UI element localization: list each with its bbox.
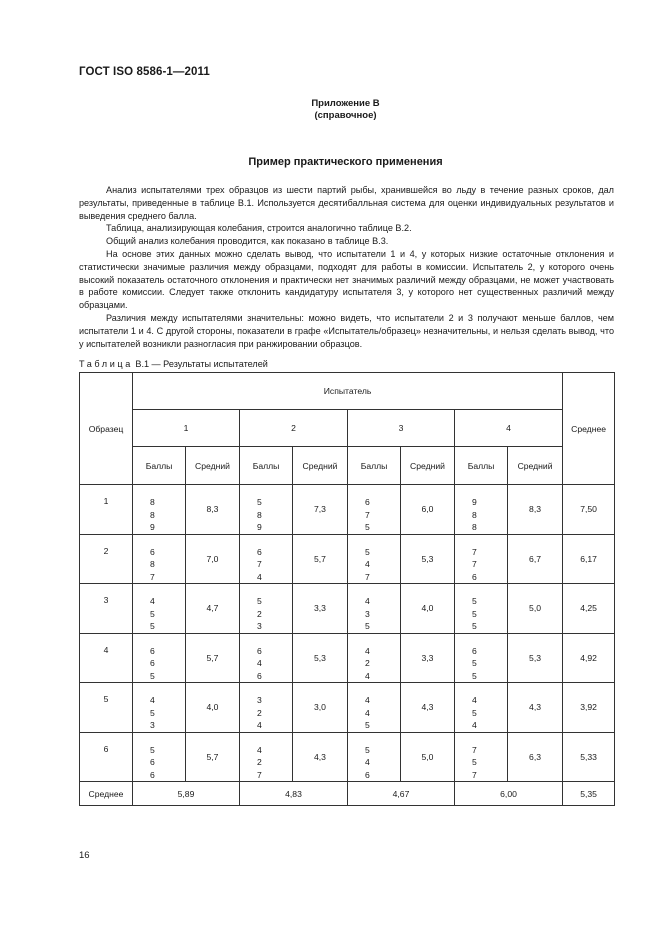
subheader-mean: Средний [293, 447, 348, 485]
score-value: 4 [257, 744, 262, 755]
score-value: 2 [257, 757, 262, 767]
score-value: 5 [472, 757, 477, 767]
scores-cell [133, 584, 186, 634]
tester-mean-cell: 4,0 [186, 683, 240, 733]
subheader-scores: Баллы [240, 447, 293, 485]
score-value: 6 [365, 497, 370, 507]
score-value: 5 [150, 744, 155, 755]
table-row [80, 683, 615, 733]
table-caption [79, 359, 268, 369]
tester-mean-cell: 5,7 [293, 534, 348, 584]
score-value: 3 [150, 720, 155, 730]
subheader-scores: Баллы [348, 447, 401, 485]
score-value: 7 [472, 744, 477, 755]
document-header: ГОСТ ISO 8586-1—2011 [79, 66, 210, 78]
score-value: 5 [365, 546, 370, 557]
table-caption-prefix: Таблица [79, 359, 133, 369]
tester-mean-cell: 5,0 [401, 732, 455, 782]
sample-mean-cell: 4,92 [563, 633, 615, 683]
paragraph: Таблица, анализирующая колебания, строится аналогично таблице В.2. [106, 223, 412, 234]
tester-mean-cell: 4,3 [293, 732, 348, 782]
scores-cell [455, 683, 508, 733]
score-value: 7 [472, 769, 477, 780]
score-value: 8 [472, 522, 477, 532]
scores-cell [240, 534, 293, 584]
score-value: 5 [150, 707, 155, 718]
tester-mean-cell: 6,0 [401, 485, 455, 535]
score-value: 6 [257, 670, 262, 681]
footer-tester-mean: 4,83 [240, 782, 348, 806]
footer-tester-mean: 5,89 [133, 782, 240, 806]
subheader-scores: Баллы [455, 447, 508, 485]
score-value: 4 [365, 645, 370, 656]
score-value: 8 [150, 509, 155, 520]
page-number: 16 [79, 850, 90, 861]
scores-cell [240, 732, 293, 782]
score-value: 7 [257, 769, 262, 780]
paragraph: Различия между испытателями значительны: можно видеть, что испытатели 2 и 3 получают меньше баллов, чем испытатели 1 и 4. С другой стороны, показатели в графе «Испытатель/образец» незначительны, и нельзя сделать вывод, что у испытателей возникли разногласия при ранжировании образцов. [79, 312, 614, 349]
tester-mean-cell: 7,0 [186, 534, 240, 584]
score-value: 5 [472, 707, 477, 718]
score-value: 7 [150, 571, 155, 582]
header-sample: Образец [80, 373, 133, 485]
footer-tester-mean: 4,67 [348, 782, 455, 806]
scores-cell [455, 534, 508, 584]
score-value: 7 [472, 559, 477, 569]
sample-id-cell: 5 [80, 683, 133, 733]
score-value: 2 [257, 608, 262, 619]
scores-cell [348, 534, 401, 584]
header-tester-4: 4 [455, 410, 563, 447]
score-value: 5 [365, 522, 370, 532]
table-caption-text: В.1 — Результаты испытателей [132, 359, 268, 369]
sample-id-cell: 4 [80, 633, 133, 683]
scores-cell [455, 732, 508, 782]
tester-mean-cell: 5,3 [508, 633, 563, 683]
table-footer-row [80, 782, 615, 806]
score-value: 6 [150, 546, 155, 557]
score-value: 8 [150, 497, 155, 507]
sample-mean-cell: 6,17 [563, 534, 615, 584]
subheader-mean: Средний [401, 447, 455, 485]
scores-cell [133, 732, 186, 782]
tester-mean-cell: 5,3 [401, 534, 455, 584]
sample-id-cell: 6 [80, 732, 133, 782]
paragraph: На основе этих данных можно сделать вывод, что испытатели 1 и 4, у которых низкие остаточные отклонения и статистически значимые различия между образцами, подходят для работы в комиссии. Испытатель 2, у которого очень высокий показатель остаточного отклонения и практически нет значимых различий между образцами, не может участвовать в работе комиссии. Следует также отклонить кандидатуру испытателя 3, у которого нет существенных различий между образцами. [79, 248, 614, 311]
table-row [80, 633, 615, 683]
score-value: 4 [257, 571, 262, 582]
score-value: 5 [472, 608, 477, 619]
scores-cell [133, 534, 186, 584]
score-value: 6 [472, 645, 477, 656]
sample-mean-cell: 4,25 [563, 584, 615, 634]
scores-cell [240, 584, 293, 634]
score-value: 6 [150, 757, 155, 767]
paragraph: Общий анализ колебания проводится, как показано в таблице В.3. [106, 236, 389, 247]
tester-mean-cell: 3,3 [293, 584, 348, 634]
score-value: 4 [150, 695, 155, 705]
scores-cell [133, 485, 186, 535]
score-value: 5 [257, 596, 262, 606]
sample-id-cell: 3 [80, 584, 133, 634]
annex-title: Приложение В [311, 98, 380, 109]
scores-cell [240, 485, 293, 535]
tester-mean-cell: 7,3 [293, 485, 348, 535]
score-value: 5 [365, 720, 370, 730]
score-value: 5 [150, 670, 155, 681]
scores-cell [455, 633, 508, 683]
scores-cell [240, 633, 293, 683]
score-value: 7 [257, 559, 262, 569]
scores-cell [133, 683, 186, 733]
section-title: Пример практического применения [248, 156, 443, 168]
table-row [80, 732, 615, 782]
header-tester-2: 2 [240, 410, 348, 447]
tester-mean-cell: 5,3 [293, 633, 348, 683]
score-value: 3 [257, 695, 262, 705]
tester-mean-cell: 5,7 [186, 732, 240, 782]
score-value: 5 [150, 621, 155, 631]
score-value: 4 [365, 695, 370, 705]
score-value: 7 [365, 509, 370, 520]
footer-tester-mean: 6,00 [455, 782, 563, 806]
scores-cell [348, 584, 401, 634]
score-value: 5 [257, 497, 262, 507]
score-value: 6 [257, 645, 262, 656]
scores-cell [240, 683, 293, 733]
annex-heading [0, 98, 661, 122]
tester-mean-cell: 5,0 [508, 584, 563, 634]
score-value: 6 [150, 658, 155, 668]
score-value: 5 [365, 744, 370, 755]
score-value: 7 [472, 546, 477, 557]
sample-mean-cell: 7,50 [563, 485, 615, 535]
score-value: 4 [365, 559, 370, 569]
scores-cell [133, 633, 186, 683]
tester-mean-cell: 4,3 [508, 683, 563, 733]
tester-mean-cell: 5,7 [186, 633, 240, 683]
score-value: 4 [150, 596, 155, 606]
scores-cell [348, 732, 401, 782]
score-value: 8 [472, 509, 477, 520]
score-value: 8 [150, 559, 155, 569]
paragraph: Анализ испытателями трех образцов из шести партий рыбы, хранившейся во льду в течение разных сроков, дал результаты, приведенные в таблице В.1. Используется десятибалльная система для оценки индивидуальных результатов и выведения среднего балла. [79, 185, 614, 221]
subheader-mean: Средний [508, 447, 563, 485]
table-row [80, 534, 615, 584]
annex-subtitle: (справочное) [314, 110, 377, 121]
sample-mean-cell: 5,33 [563, 732, 615, 782]
score-value: 9 [257, 522, 262, 532]
score-value: 4 [257, 658, 262, 668]
score-value: 4 [365, 707, 370, 718]
tester-mean-cell: 6,7 [508, 534, 563, 584]
sample-mean-cell: 3,92 [563, 683, 615, 733]
score-value: 4 [365, 670, 370, 681]
score-value: 4 [472, 695, 477, 705]
score-value: 2 [257, 707, 262, 718]
scores-cell [455, 584, 508, 634]
score-value: 6 [472, 571, 477, 582]
scores-cell [348, 683, 401, 733]
tester-mean-cell: 3,0 [293, 683, 348, 733]
header-tester: Испытатель [133, 373, 563, 410]
scores-cell [455, 485, 508, 535]
tester-mean-cell: 8,3 [186, 485, 240, 535]
score-value: 3 [365, 608, 370, 619]
scores-cell [348, 485, 401, 535]
header-tester-3: 3 [348, 410, 455, 447]
score-value: 5 [472, 621, 477, 631]
table-row [80, 584, 615, 634]
tester-mean-cell: 4,0 [401, 584, 455, 634]
score-value: 3 [257, 621, 262, 631]
score-value: 5 [472, 596, 477, 606]
score-value: 7 [365, 571, 370, 582]
score-value: 4 [365, 757, 370, 767]
score-value: 5 [472, 658, 477, 668]
tester-mean-cell: 8,3 [508, 485, 563, 535]
score-value: 4 [365, 596, 370, 606]
tester-mean-cell: 4,7 [186, 584, 240, 634]
header-mean: Среднее [563, 373, 615, 485]
scores-cell [348, 633, 401, 683]
footer-label: Среднее [80, 782, 133, 806]
score-value: 5 [472, 670, 477, 681]
header-tester-1: 1 [133, 410, 240, 447]
tester-mean-cell: 3,3 [401, 633, 455, 683]
score-value: 6 [257, 546, 262, 557]
sample-id-cell: 1 [80, 485, 133, 535]
tester-mean-cell: 6,3 [508, 732, 563, 782]
score-value: 9 [150, 522, 155, 532]
score-value: 6 [150, 769, 155, 780]
footer-overall-mean: 5,35 [563, 782, 615, 806]
results-table [79, 372, 615, 806]
score-value: 4 [257, 720, 262, 730]
score-value: 4 [472, 720, 477, 730]
table-row [80, 485, 615, 535]
score-value: 5 [365, 621, 370, 631]
score-value: 8 [257, 509, 262, 520]
score-value: 2 [365, 658, 370, 668]
score-value: 9 [472, 497, 477, 507]
score-value: 5 [150, 608, 155, 619]
subheader-mean: Средний [186, 447, 240, 485]
body-text [79, 184, 614, 350]
tester-mean-cell: 4,3 [401, 683, 455, 733]
subheader-scores: Баллы [133, 447, 186, 485]
score-value: 6 [150, 645, 155, 656]
score-value: 6 [365, 769, 370, 780]
sample-id-cell: 2 [80, 534, 133, 584]
